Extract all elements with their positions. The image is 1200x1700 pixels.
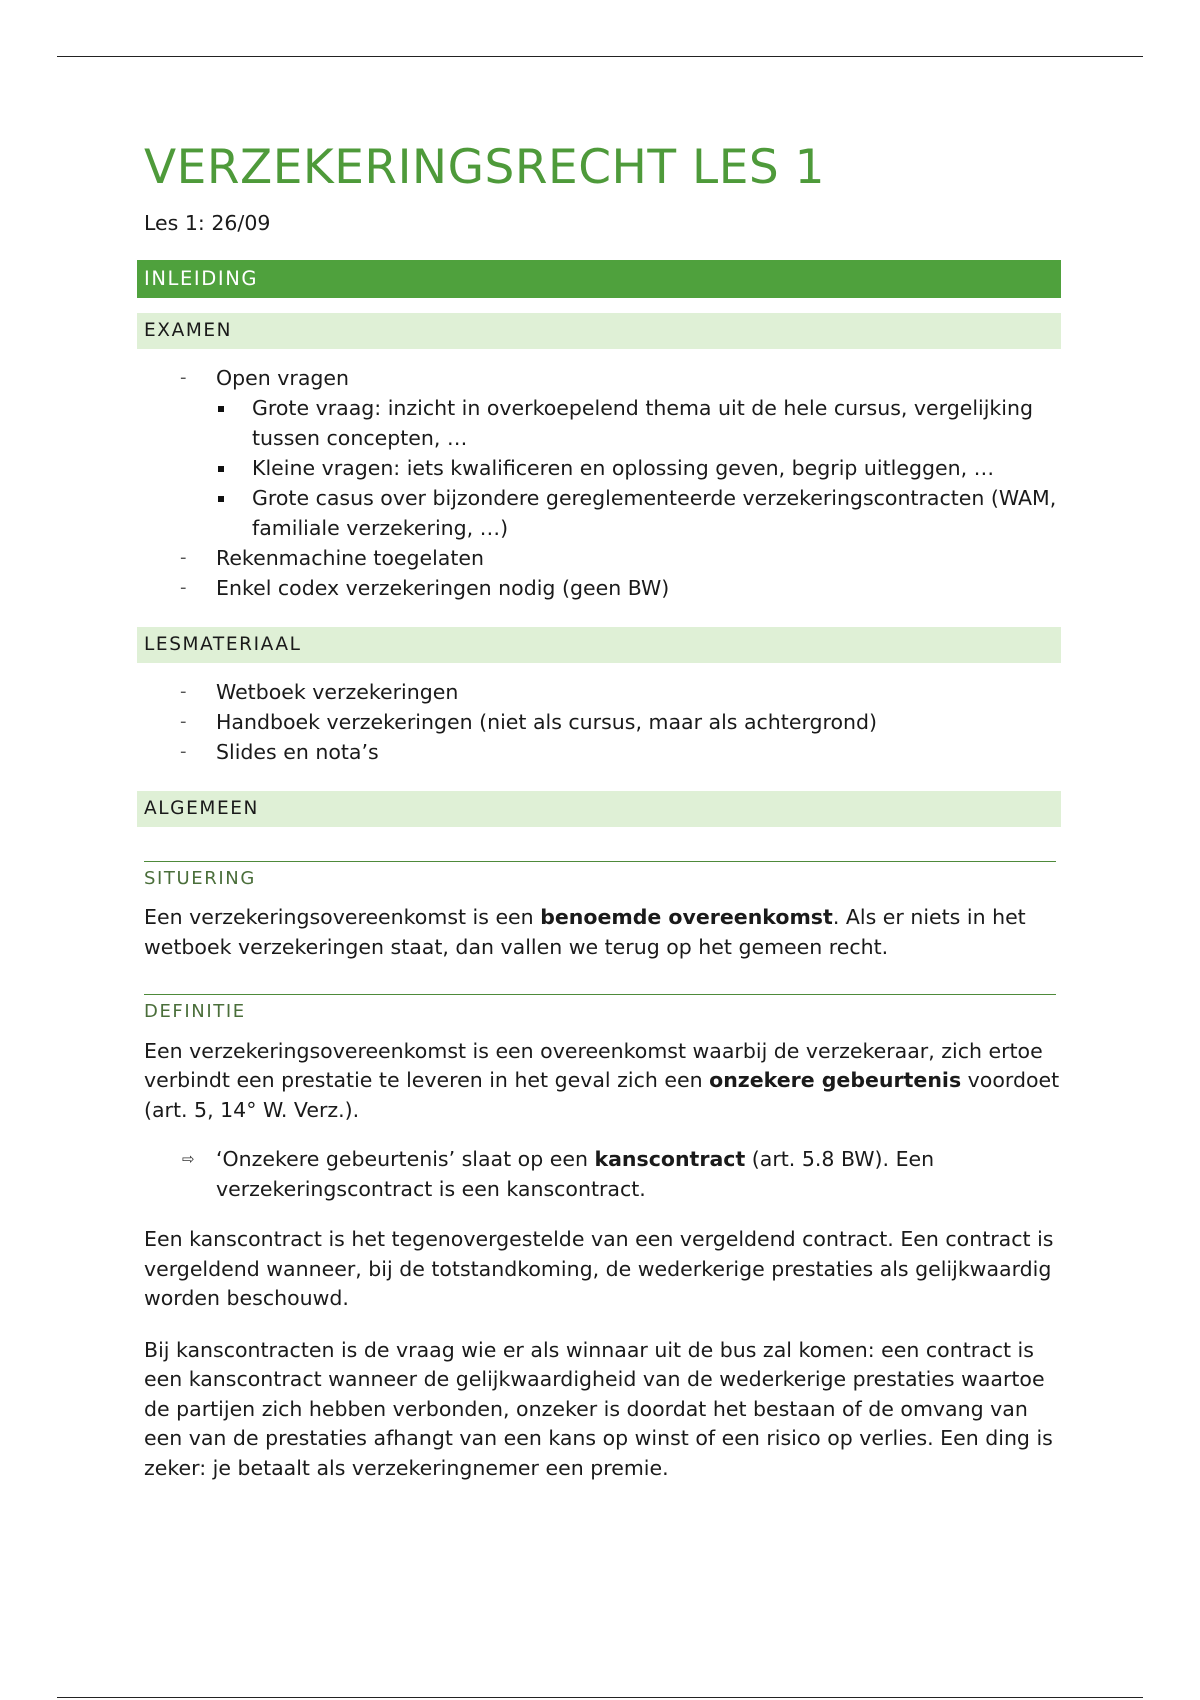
square-bullet-icon [218,496,224,502]
heading-algemeen: ALGEMEEN [137,791,1061,827]
text-run: (art. 5.8 BW). Een verzekeringscontract is een kanscontract. [216,1147,935,1201]
dash-bullet-icon: - [180,367,187,389]
arrow-note [144,1145,1060,1204]
square-bullet-icon [218,406,224,412]
definitie-paragraph [144,1037,1060,1126]
heading-lesmateriaal: LESMATERIAAL [137,627,1061,663]
list-item-text: Slides en nota’s [216,740,379,765]
dash-bullet-icon: - [180,681,187,703]
arrow-right-icon: ⇨ [182,1150,195,1169]
heading-inleiding: INLEIDING [137,260,1061,298]
text-run: Een verzekeringsovereenkomst is een [144,905,541,930]
bold-term: onzekere gebeurtenis [709,1068,962,1093]
lesmateriaal-list [144,677,1060,767]
list-item [144,707,1060,737]
situering-paragraph [144,903,1060,962]
sub-list-item [216,453,1060,483]
top-rule [57,56,1143,57]
square-bullet-icon [218,466,224,472]
sub-list-item-text: Kleine vragen: iets kwalificeren en oplossing geven, begrip uitleggen, … [252,456,995,481]
text-run: ‘Onzekere gebeurtenis’ slaat op een [216,1147,595,1172]
list-item-text: Wetboek verzekeringen [216,680,459,705]
list-item [144,363,1060,543]
list-item-text: Rekenmachine toegelaten [216,546,485,571]
sub-list-item-text: Grote casus over bijzondere gereglementeerde verzekeringscontracten (WAM, familiale verzekering, …) [252,486,1057,541]
dash-bullet-icon: - [180,577,187,599]
sub-list-item [216,483,1060,543]
document-body [144,140,1060,1483]
dash-bullet-icon: - [180,711,187,733]
text-run: voordoet (art. 5, 14° W. Verz.). [144,1068,1060,1122]
bold-term: benoemde overeenkomst [540,905,833,930]
heading-examen: EXAMEN [137,313,1061,349]
list-item [144,677,1060,707]
text-run: . Als er niets in het wetboek verzekeringen staat, dan vallen we terug op het gemeen recht. [144,905,1026,959]
dash-bullet-icon: - [180,547,187,569]
examen-sublist [216,393,1060,543]
list-item [144,737,1060,767]
examen-list [144,363,1060,603]
list-item [144,543,1060,573]
list-item-text: Handboek verzekeringen (niet als cursus, maar als achtergrond) [216,710,878,735]
bold-term: kanscontract [594,1147,746,1172]
list-item-text: Open vragen [216,366,350,391]
sub-list-item-text: Grote vraag: inzicht in overkoepelend thema uit de hele cursus, vergelijking tussen concepten, … [252,396,1034,451]
kanscontract-paragraph: Een kanscontract is het tegenovergestelde van een vergeldend contract. Een contract is vergeldend wanneer, bij de totstandkoming, de wederkerige prestaties als gelijkwaardig worden beschouwd. [144,1227,1054,1311]
document-subtitle: Les 1: 26/09 [144,211,271,236]
list-item [144,573,1060,603]
bottom-rule [57,1697,1143,1698]
dash-bullet-icon: - [180,741,187,763]
list-item-text: Enkel codex verzekeringen nodig (geen BW) [216,576,670,601]
sub-list-item [216,393,1060,453]
heading-situering: SITUERING [144,861,1056,891]
text-run: Een verzekeringsovereenkomst is een overeenkomst waarbij de verzekeraar, zich ertoe verbindt een prestatie te leveren in het geval zich een [144,1038,1043,1093]
kanscontract-detail-paragraph: Bij kanscontracten is de vraag wie er als winnaar uit de bus zal komen: een contract is een kanscontract wanneer de gelijkwaardigheid van de wederkerige prestaties waartoe de partijen zich hebben verbonden, onzeker is doordat het bestaan of de omvang van een van de prestaties afhangt van een kans op winst of een risico op verlies. Een ding is zeker: je betaalt als verzekeringnemer een premie. [144,1337,1053,1480]
heading-definitie: DEFINITIE [144,994,1056,1024]
document-title: VERZEKERINGSRECHT LES 1 [144,140,826,195]
